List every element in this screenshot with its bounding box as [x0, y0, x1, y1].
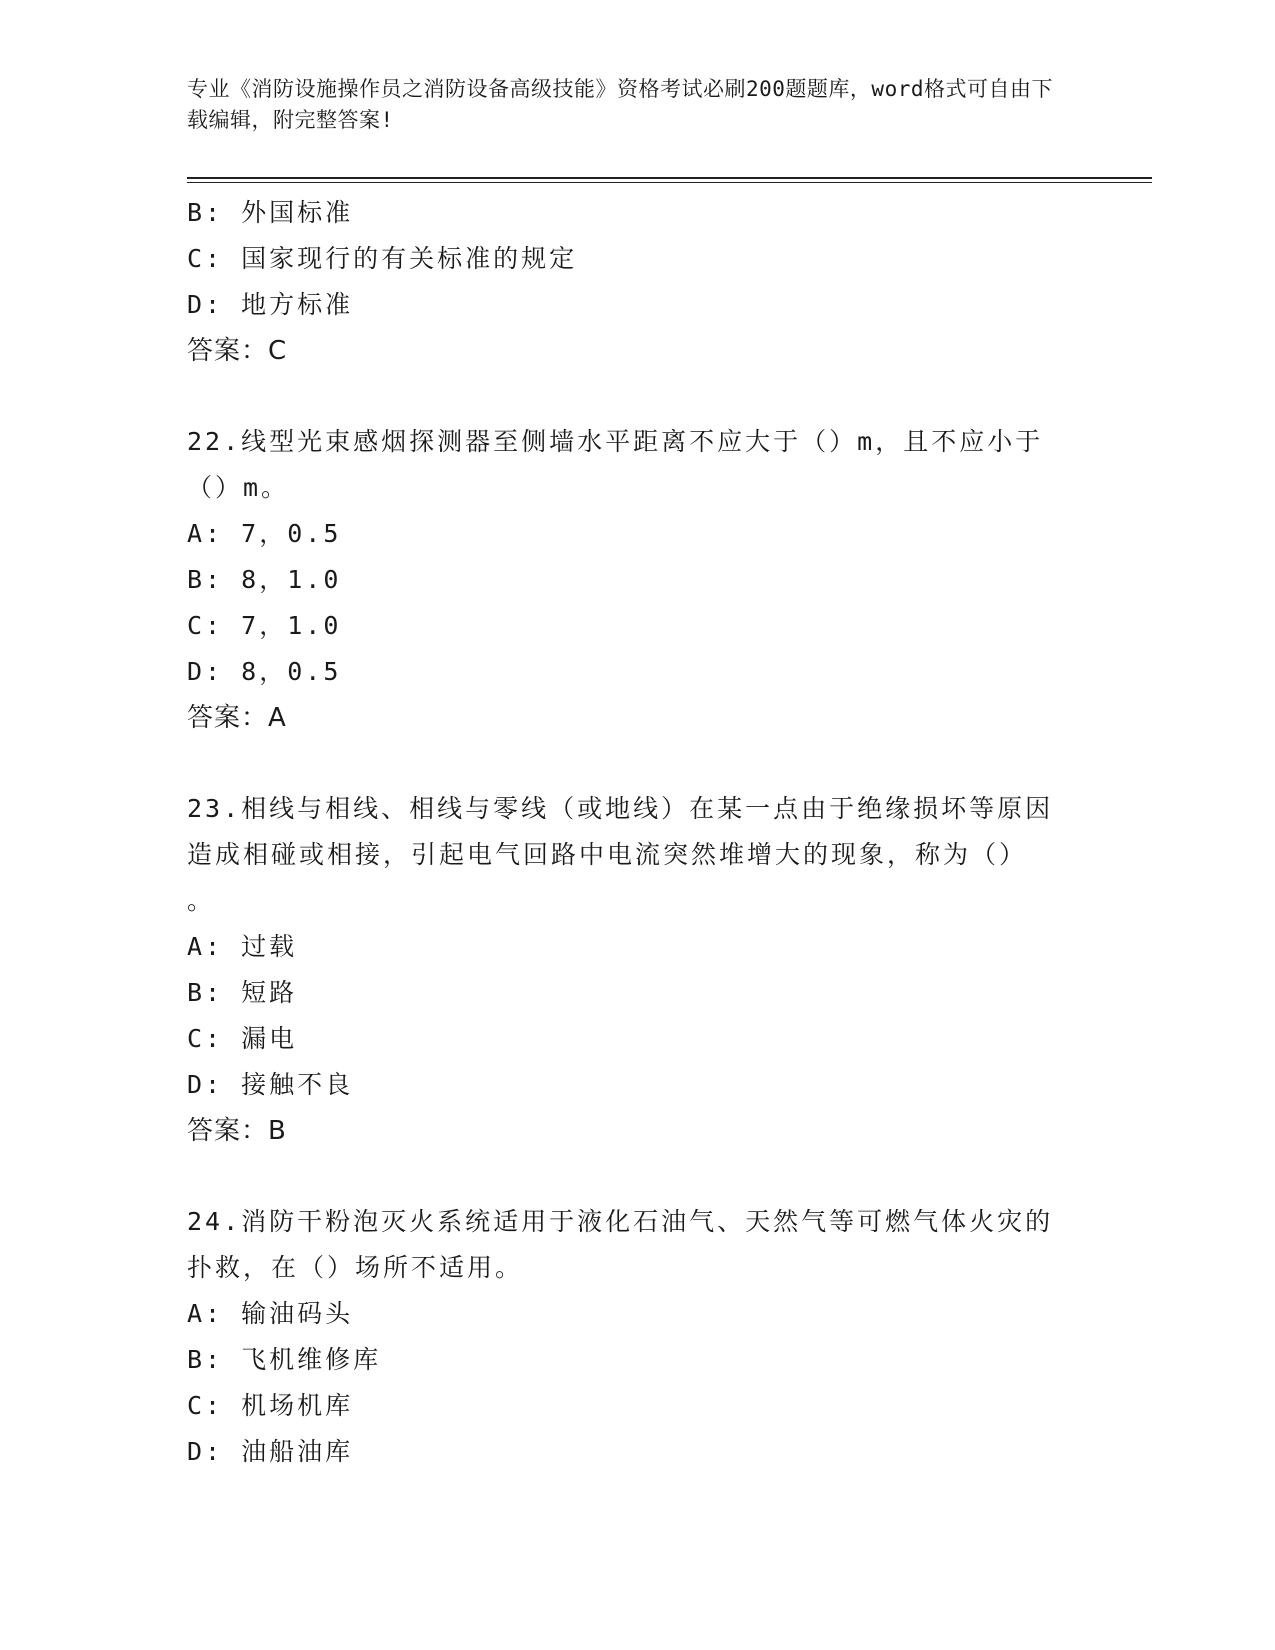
option-b: B: 8，1.0: [187, 565, 342, 594]
option-d: D: 接触不良: [187, 1070, 354, 1099]
question-content: [187, 190, 1077, 1475]
answer-line: 答案：B: [187, 1116, 287, 1146]
option-d: D: 地方标准: [187, 290, 354, 319]
question-text: 23.相线与相线、相线与零线（或地线）在某一点由于绝缘损坏等原因: [187, 794, 1054, 823]
option-b: B: 飞机维修库: [187, 1345, 382, 1374]
option-c: C: 7，1.0: [187, 611, 342, 640]
question-text: 24.消防干粉泡灭火系统适用于液化石油气、天然气等可燃气体火灾的: [187, 1207, 1054, 1236]
option-a: A: 输油码头: [187, 1299, 354, 1328]
question-text: 扑救，在（）场所不适用。: [187, 1253, 524, 1282]
question-text: （）m。: [187, 473, 290, 502]
option-b: B: 短路: [187, 978, 298, 1007]
option-c: C: 机场机库: [187, 1391, 354, 1420]
question-23: [187, 786, 1077, 1154]
option-d: D: 8，0.5: [187, 657, 342, 686]
question-22: [187, 419, 1077, 741]
question-text: 。: [187, 886, 216, 915]
question-text: 22.线型光束感烟探测器至侧墙水平距离不应大于（）m，且不应小于: [187, 427, 1044, 456]
option-a: A: 7，0.5: [187, 519, 342, 548]
answer-line: 答案：A: [187, 703, 287, 733]
option-c: C: 国家现行的有关标准的规定: [187, 244, 578, 273]
option-c: C: 漏电: [187, 1024, 298, 1053]
header-divider-thin: [187, 182, 1152, 183]
answer-line: 答案：C: [187, 336, 288, 366]
option-b: B: 外国标准: [187, 198, 354, 227]
question-21-tail: [187, 190, 1077, 374]
document-header: 专业《消防设施操作员之消防设备高级技能》资格考试必刷200题题库，word格式可自由下载编辑，附完整答案!: [187, 77, 1053, 132]
option-a: A: 过载: [187, 932, 298, 961]
question-text: 造成相碰或相接，引起电气回路中电流突然堆增大的现象，称为（）: [187, 840, 1028, 869]
header-divider-thick: [187, 177, 1152, 179]
option-d: D: 油船油库: [187, 1437, 354, 1466]
question-24: [187, 1199, 1077, 1475]
